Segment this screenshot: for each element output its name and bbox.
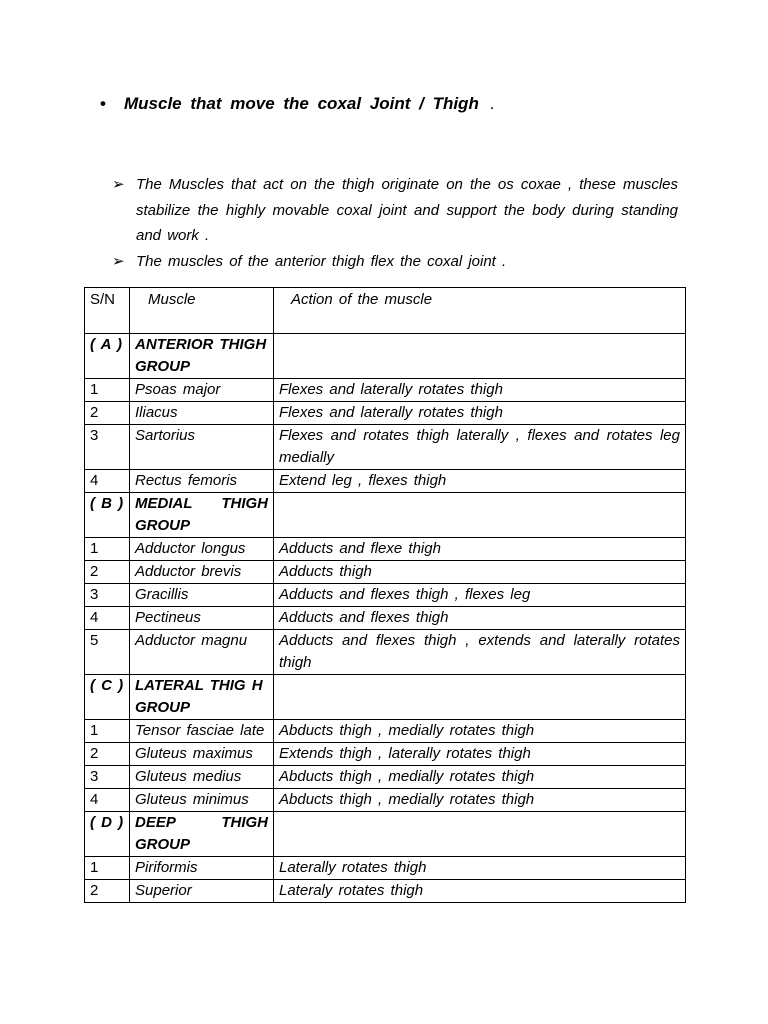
- row-action: Abducts thigh , medially rotates thigh: [274, 766, 686, 789]
- row-sn: 4: [85, 470, 130, 493]
- header-sn: S/N: [85, 288, 130, 334]
- note-item: [112, 249, 678, 275]
- row-sn: 2: [85, 880, 130, 903]
- arrow-bullet-icon: ➢: [112, 176, 125, 193]
- table-row: [85, 630, 686, 675]
- table-row: [85, 470, 686, 493]
- table-row: [85, 584, 686, 607]
- table-row: [85, 766, 686, 789]
- intro-notes: [112, 172, 678, 274]
- table-row: [85, 561, 686, 584]
- row-action: Extend leg , flexes thigh: [274, 470, 686, 493]
- row-action: Flexes and laterally rotates thigh: [274, 402, 686, 425]
- row-action: Flexes and laterally rotates thigh: [274, 379, 686, 402]
- row-action: Extends thigh , laterally rotates thigh: [274, 743, 686, 766]
- row-muscle: Gracillis: [130, 584, 274, 607]
- group-name: ANTERIOR THIGH GROUP: [130, 334, 274, 379]
- row-action: Adducts and flexes thigh , flexes leg: [274, 584, 686, 607]
- row-action: Adducts and flexes thigh , extends and laterally rotates thigh: [274, 630, 686, 675]
- row-sn: 1: [85, 379, 130, 402]
- row-sn: 4: [85, 607, 130, 630]
- table-row: [85, 789, 686, 812]
- row-muscle: Adductor magnu: [130, 630, 274, 675]
- row-sn: 1: [85, 720, 130, 743]
- row-sn: 1: [85, 857, 130, 880]
- row-muscle: Pectineus: [130, 607, 274, 630]
- row-sn: 4: [85, 789, 130, 812]
- row-sn: 3: [85, 425, 130, 470]
- row-muscle: Superior: [130, 880, 274, 903]
- row-muscle: Gluteus maximus: [130, 743, 274, 766]
- heading-title: Muscle that move the coxal Joint / Thigh: [124, 94, 479, 113]
- group-row: [85, 493, 686, 538]
- row-action: Abducts thigh , medially rotates thigh: [274, 720, 686, 743]
- row-action: Lateraly rotates thigh: [274, 880, 686, 903]
- group-row: [85, 812, 686, 857]
- group-action: [274, 675, 686, 720]
- note-text: The Muscles that act on the thigh originate on the os coxae , these muscles stabilize the highly movable coxal joint and support the body during standing and work .: [136, 176, 678, 244]
- row-action: Adducts thigh: [274, 561, 686, 584]
- header-muscle: Muscle: [130, 288, 274, 334]
- row-muscle: Piriformis: [130, 857, 274, 880]
- row-sn: 2: [85, 561, 130, 584]
- page-heading: [100, 94, 494, 114]
- row-sn: 1: [85, 538, 130, 561]
- group-label: ( C ): [85, 675, 130, 720]
- row-muscle: Iliacus: [130, 402, 274, 425]
- row-sn: 3: [85, 584, 130, 607]
- group-name: MEDIAL THIGH GROUP: [130, 493, 274, 538]
- table-row: [85, 538, 686, 561]
- table-row: [85, 880, 686, 903]
- header-action: Action of the muscle: [274, 288, 686, 334]
- row-muscle: Adductor longus: [130, 538, 274, 561]
- row-muscle: Adductor brevis: [130, 561, 274, 584]
- row-sn: 2: [85, 402, 130, 425]
- bullet-icon: •: [100, 94, 106, 113]
- table-row: [85, 402, 686, 425]
- row-action: Adducts and flexe thigh: [274, 538, 686, 561]
- note-item: [112, 172, 678, 249]
- row-action: Laterally rotates thigh: [274, 857, 686, 880]
- row-muscle: Sartorius: [130, 425, 274, 470]
- group-row: [85, 675, 686, 720]
- row-action: Abducts thigh , medially rotates thigh: [274, 789, 686, 812]
- group-action: [274, 493, 686, 538]
- row-sn: 2: [85, 743, 130, 766]
- group-action: [274, 334, 686, 379]
- table-row: [85, 425, 686, 470]
- arrow-bullet-icon: ➢: [112, 252, 125, 270]
- row-muscle: Psoas major: [130, 379, 274, 402]
- row-muscle: Tensor fasciae late: [130, 720, 274, 743]
- group-row: [85, 334, 686, 379]
- table-header-row: [85, 288, 686, 334]
- note-text: The muscles of the anterior thigh flex the coxal joint .: [136, 252, 507, 270]
- group-label: ( A ): [85, 334, 130, 379]
- table-row: [85, 379, 686, 402]
- row-sn: 5: [85, 630, 130, 675]
- row-muscle: Rectus femoris: [130, 470, 274, 493]
- group-action: [274, 812, 686, 857]
- table-row: [85, 607, 686, 630]
- table-row: [85, 743, 686, 766]
- row-action: Flexes and rotates thigh laterally , flexes and rotates leg medially: [274, 425, 686, 470]
- muscle-table: [84, 287, 686, 903]
- row-muscle: Gluteus minimus: [130, 789, 274, 812]
- heading-period: .: [489, 94, 495, 113]
- row-muscle: Gluteus medius: [130, 766, 274, 789]
- table-row: [85, 720, 686, 743]
- group-label: ( B ): [85, 493, 130, 538]
- row-sn: 3: [85, 766, 130, 789]
- group-label: ( D ): [85, 812, 130, 857]
- table-row: [85, 857, 686, 880]
- group-name: LATERAL THIG H GROUP: [130, 675, 274, 720]
- row-action: Adducts and flexes thigh: [274, 607, 686, 630]
- group-name: DEEP THIGH GROUP: [130, 812, 274, 857]
